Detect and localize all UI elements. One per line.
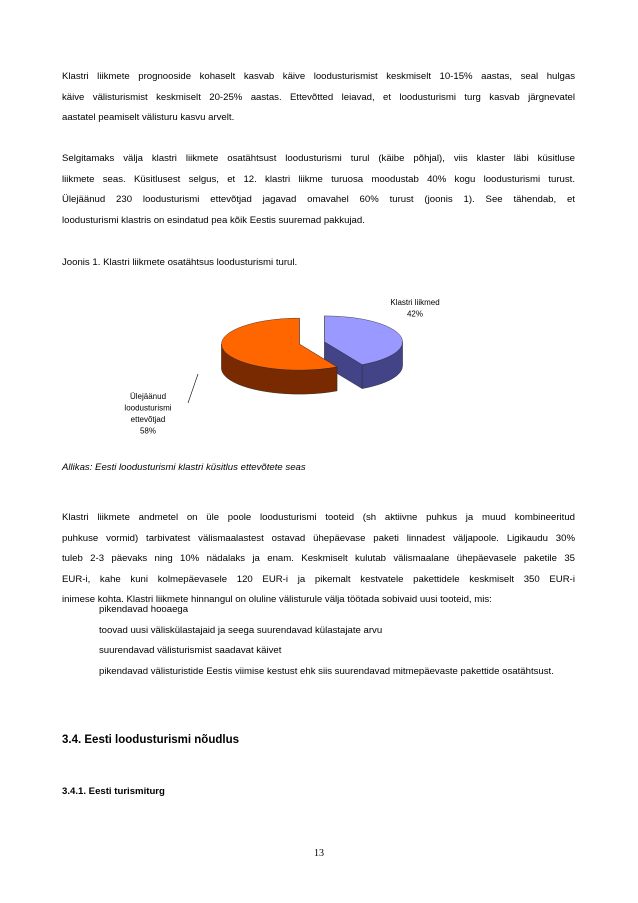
text-line: Klastri liikmete prognooside kohaselt kasvab käive loodusturismist keskmiselt 10-15% aastas, seal hulgas — [62, 71, 575, 82]
text-line: tuleb 2-3 päevaks ning 10% nädalaks ja enam. Keskmiselt kulutab välismaalane ühepäevasele paketile 35 — [62, 553, 575, 564]
paragraph-survey — [62, 149, 575, 231]
text-line: puhkuse vormid) tarbivatest välismaalastest ostavad ühepäevase paketi linnadest väljapoole. Ligikaudu 30% — [62, 532, 575, 544]
subsection-heading: 3.4.1. Eesti turismiturg — [62, 786, 165, 797]
text-line: liikmete seas. Küsitlusest selgus, et 12. klastri liikme turuosa moodustab 40% kogu loodusturismi turust. — [62, 173, 575, 185]
leader-line — [188, 374, 198, 403]
text-line: Ülejäänud 230 loodusturismi ettevõtjad jagavad omavahel 60% turust (joonis 1). See tähendab, et — [62, 194, 575, 205]
pie-chart — [100, 288, 500, 443]
list-item — [62, 600, 575, 621]
bullet-list — [62, 600, 575, 682]
list-item-text: pikendavad välisturistide Eestis viimise kestust ehk siis suurendavad mitmepäevaste pakettide osatähtsust. — [99, 665, 554, 677]
section-heading: 3.4. Eesti loodusturismi nõudlus — [62, 734, 239, 746]
text-line: EUR-i, kahe kuni kolmepäevasele 120 EUR-i ja pikemalt kestvatele pakettidele keskmiselt 350 EUR-i — [62, 573, 575, 585]
list-item-text: pikendavad hooaega — [99, 604, 189, 615]
figure-caption: Joonis 1. Klastri liikmete osatähtsus loodusturismi turul. — [62, 257, 298, 268]
text-line: Selgitamaks välja klastri liikmete osatähtsust loodusturismi turul (käibe põhjal), viis klaster läbi küsitluse — [62, 153, 575, 164]
paragraph-packages — [62, 508, 575, 611]
paragraph-forecast — [62, 67, 575, 129]
figure-source: Allikas: Eesti loodusturismi klastri küsitlus ettevõtete seas — [62, 462, 306, 473]
text-line: käive välisturismist keskmiselt 20-25% aastas. Ettevõtted leiavad, et loodusturismi turg kasvab järgnevatel — [62, 91, 575, 103]
text-line: inimese kohta. Klastri liikmete hinnangul on oluline välisturule välja töötada sobivaid uusi tooteid, mis: — [62, 594, 492, 605]
list-item — [62, 662, 575, 683]
text-line: aastatel peamiselt välisturu kasvu arvelt. — [62, 112, 235, 123]
text-line: Klastri liikmete andmetel on üle poole loodusturismi tooteid (sh aktiivne puhkus ja muud kombineeritud — [62, 512, 575, 523]
slice-label-ulejaanud: Ülejäänud loodusturismi ettevõtjad 58% — [124, 392, 172, 436]
text-line: loodusturismi klastris on esindatud pea kõik Eestis suuremad pakkujad. — [62, 214, 365, 226]
list-item — [62, 621, 575, 642]
slice-label-klastri-liikmed: Klastri liikmed 42% — [390, 298, 440, 319]
page-number: 13 — [314, 848, 324, 859]
list-item-text: suurendavad välisturismist saadavat käivet — [99, 645, 282, 656]
list-item — [62, 641, 575, 662]
list-item-text: toovad uusi väliskülastajaid ja seega suurendavad külastajate arvu — [99, 624, 383, 636]
